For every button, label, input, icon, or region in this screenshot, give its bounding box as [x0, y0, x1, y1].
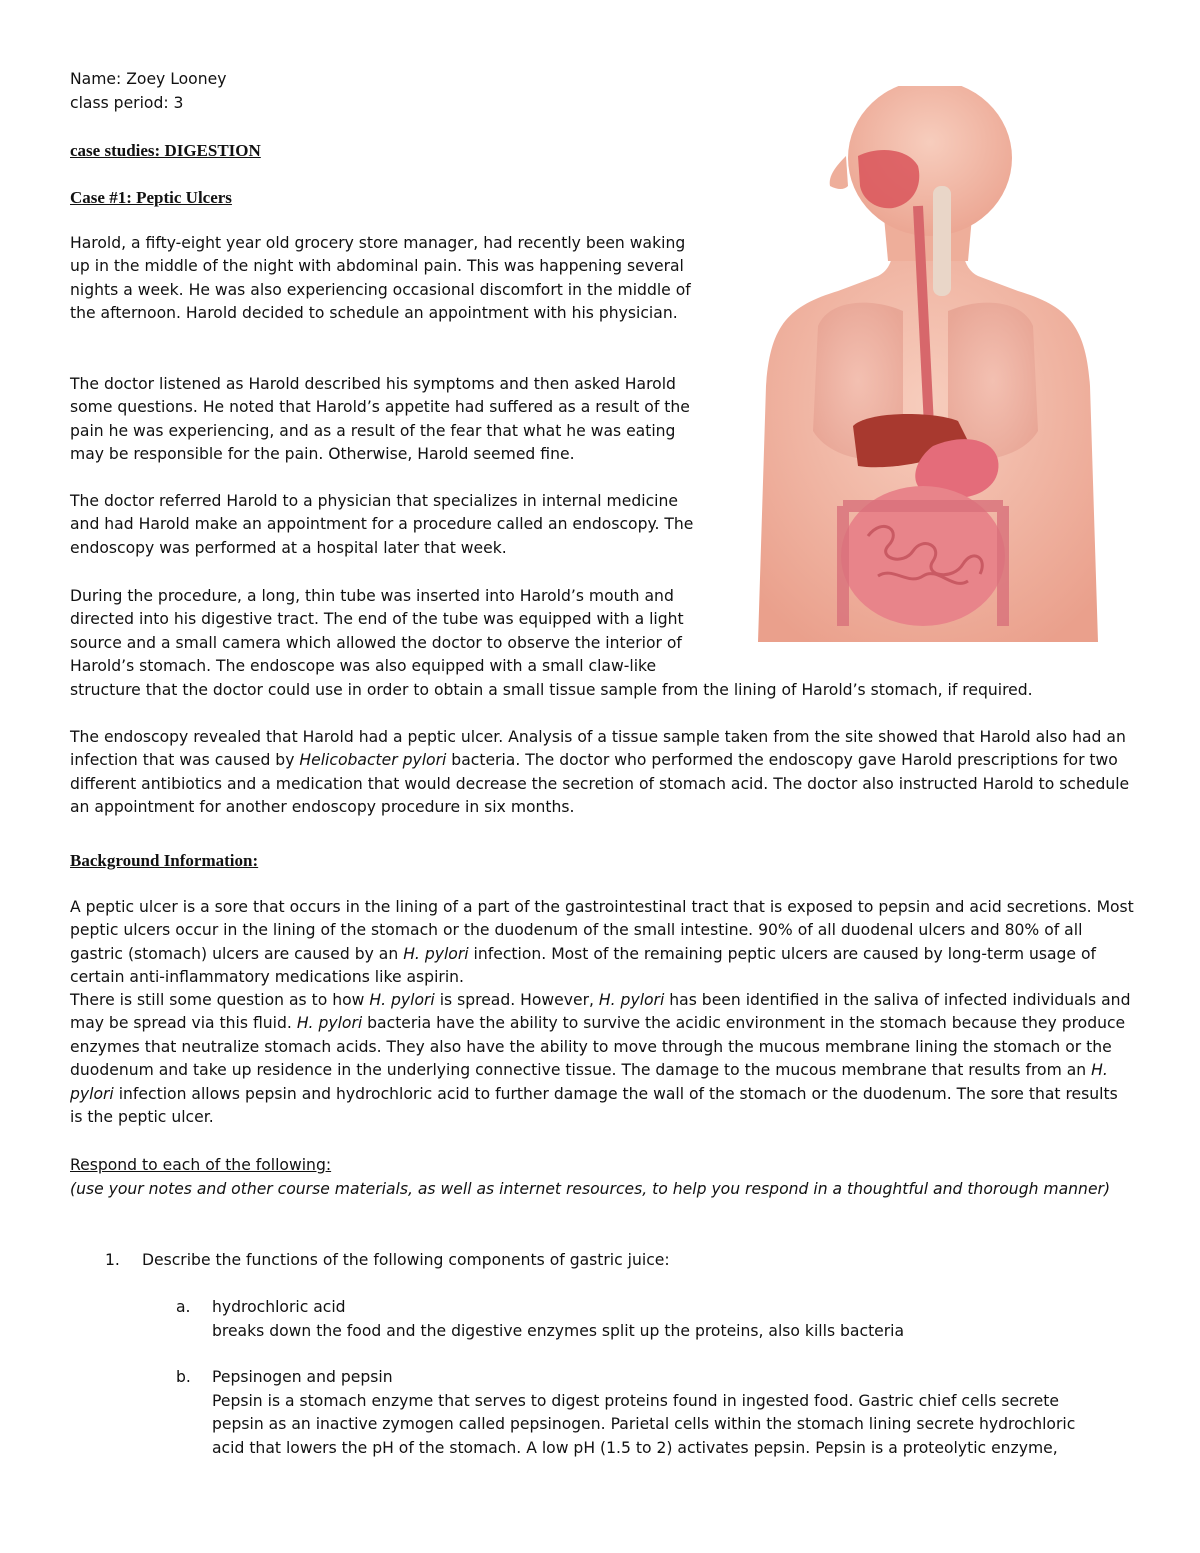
case-paragraph-4-continued: structure that the doctor could use in order to obtain a small tissue sample from the lining of Harold’s stomach, if required.: [70, 681, 1033, 699]
item-letter-a: a.: [176, 1298, 191, 1316]
respond-instructions: [70, 1178, 1135, 1201]
case-paragraph-5: [70, 726, 1135, 820]
hpylori-term: H. pylori: [296, 1014, 363, 1033]
b1-text-b: infection. Most of the remaining peptic ulcers are caused by long-term usage of certain anti-inflammatory medications like aspirin.: [70, 944, 1097, 987]
answer-hcl: breaks down the food and the digestive enzymes split up the proteins, also kills bacteria: [212, 1322, 905, 1340]
case-paragraph-1: Harold, a fifty-eight year old grocery store manager, had recently been waking up in the middle of the night with abdominal pain. This was happening several nights a week. He was also experiencing occasional discomfort in the middle of the afternoon. Harold decided to schedule an appointment with his physician.: [70, 234, 691, 323]
case-paragraph-4: During the procedure, a long, thin tube was inserted into Harold’s mouth and directed into his digestive tract. The end of the tube was equipped with a light source and a small camera which allowed the doctor to observe the interior of Harold’s stomach. The endoscope was also equipped with a small claw-like: [70, 587, 684, 676]
b1-text-a: A peptic ulcer is a sore that occurs in the lining of a part of the gastrointestinal tract that is exposed to pepsin and acid secretions. Most peptic ulcers occur in the lining of the stomach or the duodenum of the small intestine. 90% of all duodenal ulcers and 80% of all gastric (stomach) ulcers are caused by an: [70, 898, 1134, 963]
respond-heading: Respond to each of the following:: [70, 1156, 332, 1174]
b2-text-c: has been identified in the saliva of infected individuals and may be spread via this fluid.: [70, 991, 1131, 1033]
p5-text-b: bacteria. The doctor who performed the endoscopy gave Harold prescriptions for two different antibiotics and a medication that would decrease the secretion of stomach acid. The doctor also instructed Harold to schedule an appointment for another endoscopy procedure in six months.: [70, 751, 1130, 817]
b2-text-d: bacteria have the ability to survive the acidic environment in the stomach because they produce enzymes that neutralize stomach acids. They also have the ability to move through the mucous membrane lining the stomach or the duodenum and take up residence in the underlying connective tissue. The damage to the mucous membrane that results from an: [70, 1014, 1126, 1080]
item-letter-b: b.: [176, 1368, 191, 1386]
b2-text-e: infection allows pepsin and hydrochloric acid to further damage the wall of the stomach or the duodenum. The sore that results is the peptic ulcer.: [70, 1084, 1118, 1127]
student-name: Name: Zoey Looney: [70, 70, 227, 88]
hpylori-term: H. pylori: [70, 1061, 1108, 1103]
background-paragraph-1: [70, 896, 1135, 990]
p5-text-a: The endoscopy revealed that Harold had a peptic ulcer. Analysis of a tissue sample taken from the site showed that Harold also had an infection that was caused by: [70, 728, 1126, 770]
question-text: Describe the functions of the following components of gastric juice:: [142, 1251, 670, 1269]
class-period: class period: 3: [70, 94, 184, 112]
b2-text-b: is spread. However,: [434, 991, 599, 1009]
hpylori-term: H. pylori: [598, 991, 665, 1009]
background-paragraph-2: [70, 989, 1135, 1129]
digestive-system-illustration: [718, 86, 1128, 642]
hpylori-term: H. pylori: [369, 991, 435, 1009]
hpylori-term: H. pylori: [403, 944, 469, 963]
item-label-hcl: hydrochloric acid: [212, 1298, 346, 1316]
b2-text-a: There is still some question as to how: [70, 991, 370, 1009]
spine-shape: [933, 186, 951, 296]
case-paragraph-3: The doctor referred Harold to a physician that specializes in internal medicine and had Harold make an appointment for a procedure called an endoscopy. The endoscopy was performed at a hospital later that week.: [70, 492, 694, 557]
question-number: 1.: [105, 1251, 120, 1269]
case-paragraph-2: The doctor listened as Harold described his symptoms and then asked Harold some questions. He noted that Harold’s appetite had suffered as a result of the pain he was experiencing, and as a result of the fear that what he was eating may be responsible for the pain. Otherwise, Harold seemed fine.: [70, 375, 690, 464]
background-heading: Background Information:: [70, 851, 259, 870]
document-title: case studies: DIGESTION: [70, 141, 261, 160]
item-label-pepsin: Pepsinogen and pepsin: [212, 1368, 393, 1386]
bacteria-name: Helicobacter pylori: [299, 751, 447, 770]
answer-pepsin: Pepsin is a stomach enzyme that serves to digest proteins found in ingested food. Gastric chief cells secrete pepsin as an inactive zymogen called pepsinogen. Parietal cells within the stomach lining secrete hydrochloric acid that lowers the pH of the stomach. A low pH (1.5 to 2) activates pepsin. Pepsin is a proteolytic enzyme,: [212, 1392, 1076, 1457]
case-heading: Case #1: Peptic Ulcers: [70, 188, 232, 207]
nose-shape: [830, 156, 848, 189]
instructions-text: (use your notes and other course materials, as well as internet resources, to help you respond in a thoughtful and thorough manner): [70, 1180, 1111, 1198]
